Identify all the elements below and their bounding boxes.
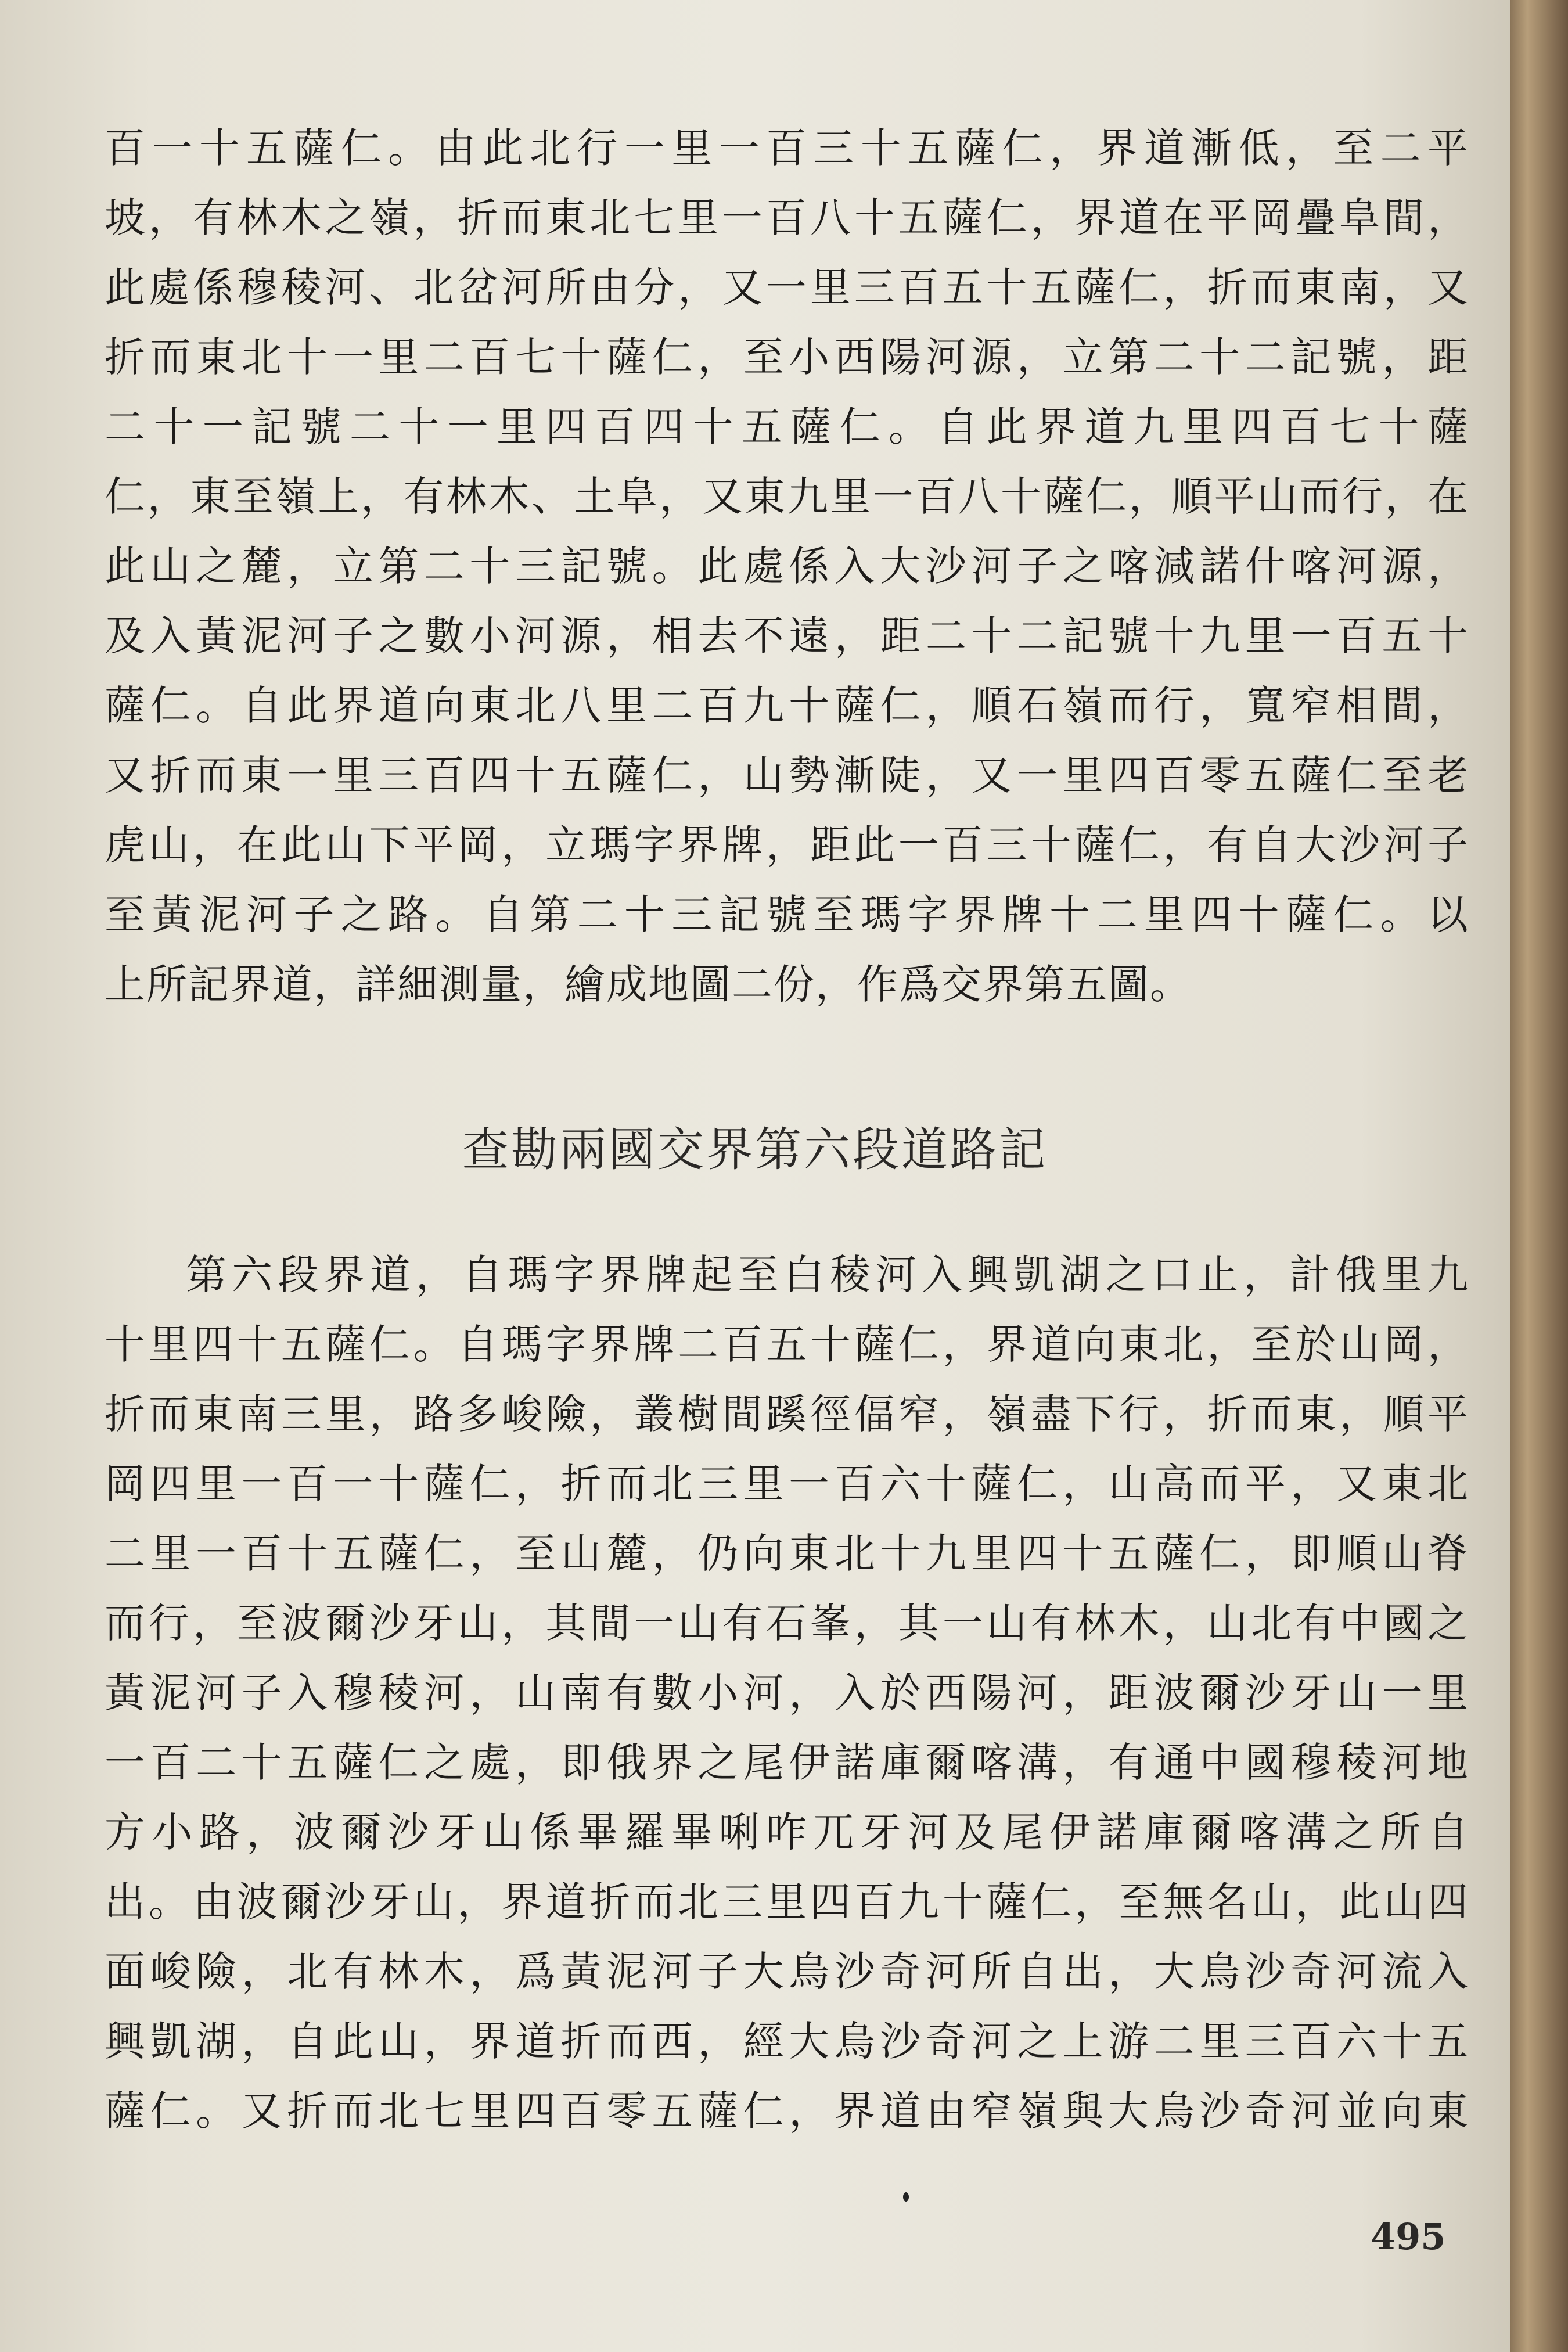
page-number: 495	[1371, 2216, 1446, 2258]
text-line: 而行，至波爾沙牙山，其間一山有石峯，其一山有林木，山北有中國之	[105, 1599, 1469, 1647]
text-line: 第六段界道，自瑪字界牌起至白稜河入興凱湖之口止，計俄里九	[186, 1251, 1469, 1299]
paragraph-section-6	[105, 1240, 1469, 2146]
text-line: 黃泥河子入穆稜河，山南有數小河，入於西陽河，距波爾沙牙山一里	[105, 1669, 1469, 1717]
text-line: 此山之麓，立第二十三記號。此處係入大沙河子之喀減諾什喀河源，	[105, 542, 1469, 590]
section-heading: 查勘兩國交界第六段道路記	[462, 1123, 1048, 1177]
text-line: 折而東北十一里二百七十薩仁，至小西陽河源，立第二十二記號，距	[105, 333, 1469, 381]
text-line: 一百二十五薩仁之處，即俄界之尾伊諾庫爾喀溝，有通中國穆稜河地	[105, 1739, 1469, 1786]
text-line: 仁，東至嶺上，有林木、土阜，又東九里一百八十薩仁，順平山而行，在	[105, 473, 1469, 520]
text-line: 十里四十五薩仁。自瑪字界牌二百五十薩仁，界道向東北，至於山岡，	[105, 1321, 1469, 1368]
text-line: 出。由波爾沙牙山，界道折而北三里四百九十薩仁，至無名山，此山四	[105, 1878, 1469, 1926]
paragraph-section-5-end	[105, 113, 1469, 1019]
text-line: 至黃泥河子之路。自第二十三記號至瑪字界牌十二里四十薩仁。以	[105, 891, 1469, 938]
text-line: 興凱湖，自此山，界道折而西，經大烏沙奇河之上游二里三百六十五	[105, 2017, 1469, 2065]
text-line: 二里一百十五薩仁，至山麓，仍向東北十九里四十五薩仁，即順山脊	[105, 1530, 1469, 1577]
text-line: 此處係穆稜河、北岔河所由分，又一里三百五十五薩仁，折而東南，又	[105, 264, 1469, 311]
text-line: 百一十五薩仁。由此北行一里一百三十五薩仁，界道漸低，至二平	[105, 124, 1469, 172]
text-line: 坡，有林木之嶺，折而東北七里一百八十五薩仁，界道在平岡疊阜間，	[105, 194, 1469, 242]
book-edge	[1510, 0, 1568, 2352]
text-line: 面峻險，北有林木，爲黃泥河子大烏沙奇河所自出，大烏沙奇河流入	[105, 1948, 1469, 1995]
text-line: 方小路，波爾沙牙山係畢羅畢唎咋兀牙河及尾伊諾庫爾喀溝之所自	[105, 1808, 1469, 1856]
text-line: 薩仁。又折而北七里四百零五薩仁，界道由窄嶺與大烏沙奇河並向東	[105, 2087, 1469, 2135]
text-line: 上所記界道，詳細測量，繪成地圖二份，作爲交界第五圖。	[105, 961, 1192, 1008]
ink-dot	[903, 2192, 909, 2202]
text-line: 及入黃泥河子之數小河源，相去不遠，距二十二記號十九里一百五十	[105, 612, 1469, 660]
text-line: 折而東南三里，路多峻險，叢樹間蹊徑偪窄，嶺盡下行，折而東，順平	[105, 1390, 1469, 1438]
text-line: 虎山，在此山下平岡，立瑪字界牌，距此一百三十薩仁，有自大沙河子	[105, 821, 1469, 869]
text-line: 岡四里一百一十薩仁，折而北三里一百六十薩仁，山高而平，又東北	[105, 1460, 1469, 1508]
text-line: 薩仁。自此界道向東北八里二百九十薩仁，順石嶺而行，寬窄相間，	[105, 682, 1469, 729]
text-line: 又折而東一里三百四十五薩仁，山勢漸陡，又一里四百零五薩仁至老	[105, 751, 1469, 799]
text-line: 二十一記號二十一里四百四十五薩仁。自此界道九里四百七十薩	[105, 403, 1469, 451]
